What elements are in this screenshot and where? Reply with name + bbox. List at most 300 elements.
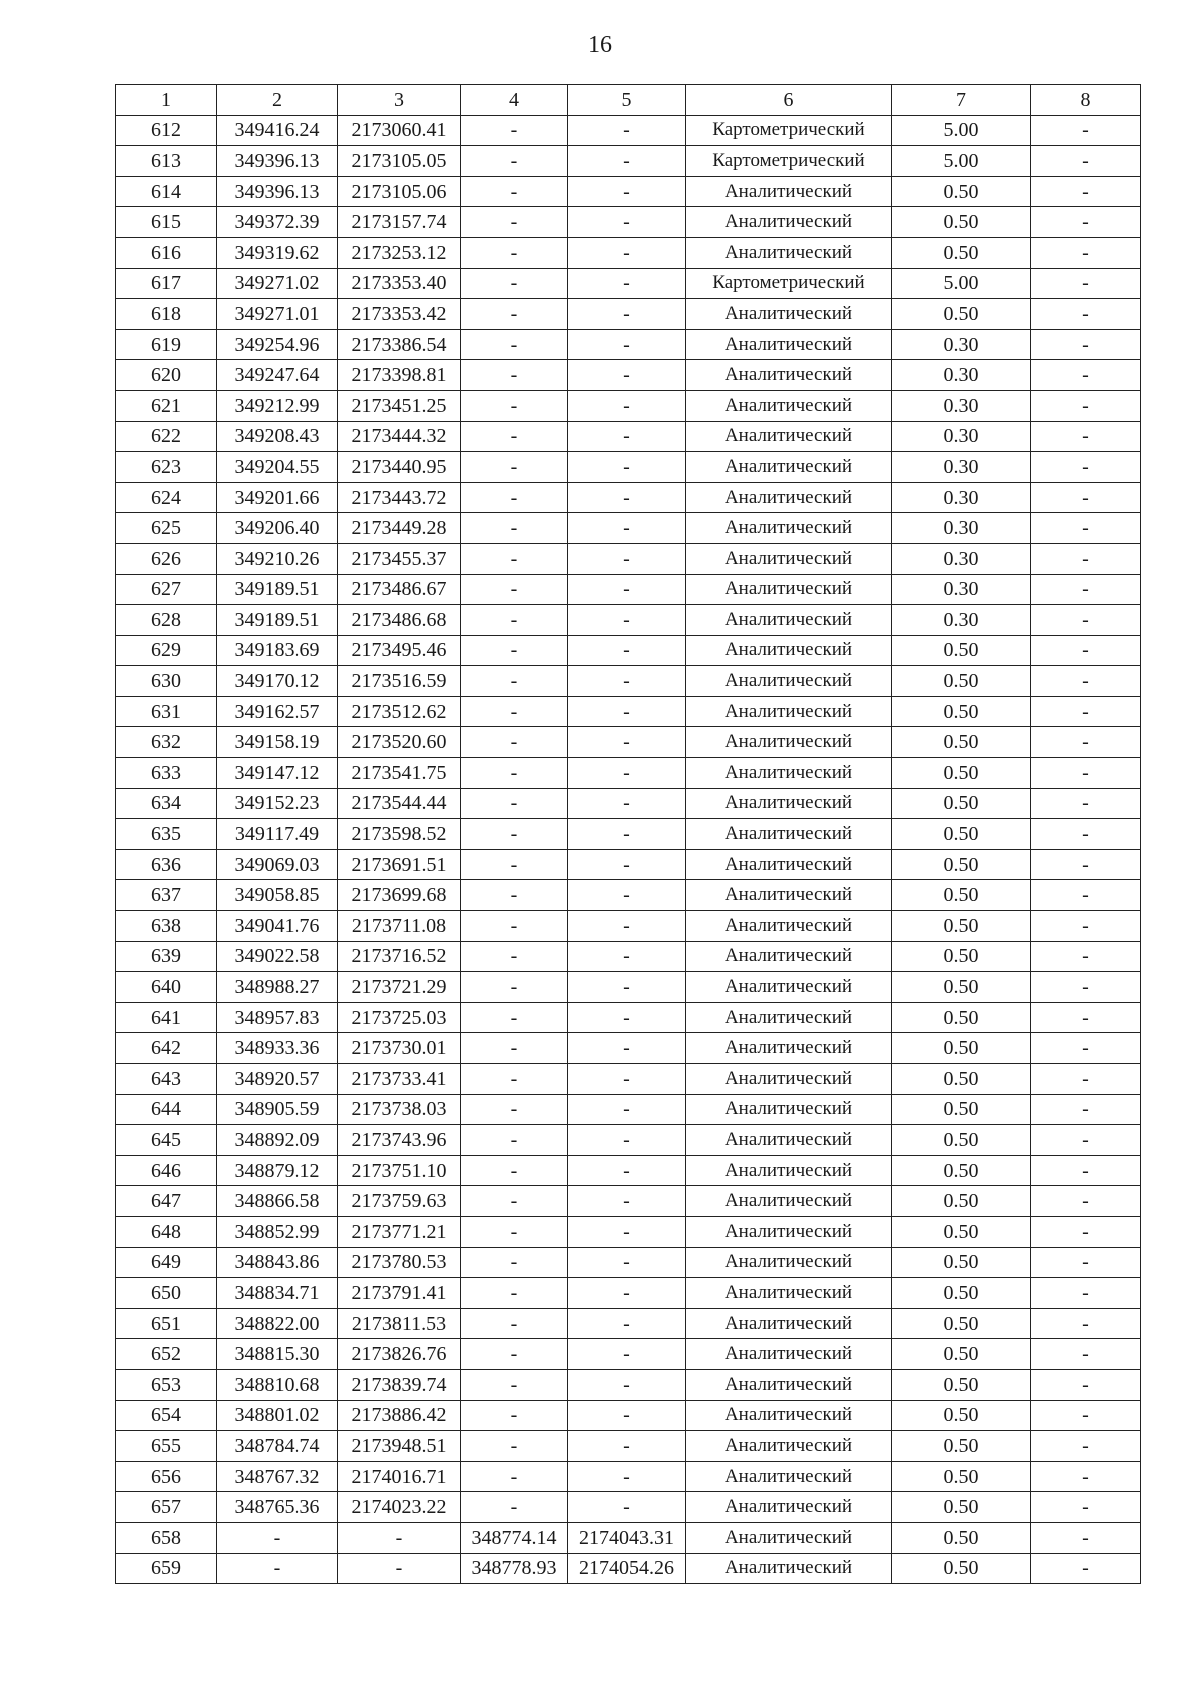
y-coordinate-cell: 2174016.71	[338, 1461, 461, 1492]
y-coordinate-cell: 2173253.12	[338, 237, 461, 268]
point-number-cell: 619	[116, 329, 217, 360]
x-coordinate-cell: 349204.55	[217, 452, 338, 483]
y-coordinate-new-cell: -	[568, 911, 686, 942]
x-coordinate-new-cell: -	[461, 758, 568, 789]
description-cell: -	[1031, 207, 1141, 238]
x-coordinate-cell: 349201.66	[217, 482, 338, 513]
method-cell: Аналитический	[686, 421, 892, 452]
point-number-cell: 613	[116, 146, 217, 177]
x-coordinate-cell: 349206.40	[217, 513, 338, 544]
description-cell: -	[1031, 1094, 1141, 1125]
table-row	[116, 880, 1141, 911]
table-row	[116, 452, 1141, 483]
x-coordinate-cell: 348852.99	[217, 1216, 338, 1247]
description-cell: -	[1031, 696, 1141, 727]
column-header: 3	[338, 85, 461, 116]
x-coordinate-new-cell: -	[461, 452, 568, 483]
x-coordinate-cell: 348988.27	[217, 972, 338, 1003]
table-row	[116, 574, 1141, 605]
point-number-cell: 640	[116, 972, 217, 1003]
x-coordinate-cell: 349117.49	[217, 819, 338, 850]
x-coordinate-new-cell: -	[461, 819, 568, 850]
description-cell: -	[1031, 268, 1141, 299]
y-coordinate-cell: 2173353.40	[338, 268, 461, 299]
table-row	[116, 1033, 1141, 1064]
y-coordinate-cell: 2173451.25	[338, 390, 461, 421]
x-coordinate-new-cell: -	[461, 207, 568, 238]
point-number-cell: 625	[116, 513, 217, 544]
x-coordinate-cell: 349416.24	[217, 115, 338, 146]
y-coordinate-new-cell: -	[568, 543, 686, 574]
description-cell: -	[1031, 666, 1141, 697]
x-coordinate-new-cell: -	[461, 574, 568, 605]
y-coordinate-cell: 2173886.42	[338, 1400, 461, 1431]
y-coordinate-new-cell: -	[568, 1461, 686, 1492]
x-coordinate-new-cell: -	[461, 1369, 568, 1400]
table-row	[116, 1492, 1141, 1523]
method-cell: Аналитический	[686, 1002, 892, 1033]
point-number-cell: 656	[116, 1461, 217, 1492]
column-header: 2	[217, 85, 338, 116]
point-number-cell: 633	[116, 758, 217, 789]
point-number-cell: 649	[116, 1247, 217, 1278]
point-number-cell: 617	[116, 268, 217, 299]
table-row	[116, 972, 1141, 1003]
y-coordinate-new-cell: -	[568, 788, 686, 819]
table-row	[116, 666, 1141, 697]
y-coordinate-cell: 2173839.74	[338, 1369, 461, 1400]
x-coordinate-new-cell: -	[461, 1278, 568, 1309]
y-coordinate-new-cell: -	[568, 605, 686, 636]
description-cell: -	[1031, 727, 1141, 758]
method-cell: Аналитический	[686, 543, 892, 574]
x-coordinate-cell: 348957.83	[217, 1002, 338, 1033]
y-coordinate-new-cell: -	[568, 1492, 686, 1523]
method-cell: Аналитический	[686, 972, 892, 1003]
accuracy-cell: 0.50	[892, 1308, 1031, 1339]
x-coordinate-cell: 349069.03	[217, 849, 338, 880]
table-row	[116, 513, 1141, 544]
x-coordinate-cell: 349158.19	[217, 727, 338, 758]
x-coordinate-cell: 348879.12	[217, 1155, 338, 1186]
y-coordinate-cell: 2173105.05	[338, 146, 461, 177]
y-coordinate-cell: 2173598.52	[338, 819, 461, 850]
point-number-cell: 638	[116, 911, 217, 942]
x-coordinate-cell: 348822.00	[217, 1308, 338, 1339]
accuracy-cell: 0.50	[892, 1431, 1031, 1462]
description-cell: -	[1031, 299, 1141, 330]
y-coordinate-new-cell: -	[568, 1278, 686, 1309]
accuracy-cell: 0.50	[892, 1278, 1031, 1309]
y-coordinate-new-cell: -	[568, 360, 686, 391]
x-coordinate-cell: 349162.57	[217, 696, 338, 727]
y-coordinate-new-cell: -	[568, 1431, 686, 1462]
y-coordinate-new-cell: -	[568, 513, 686, 544]
method-cell: Аналитический	[686, 819, 892, 850]
x-coordinate-cell: 348767.32	[217, 1461, 338, 1492]
column-header: 4	[461, 85, 568, 116]
column-header: 1	[116, 85, 217, 116]
table-row	[116, 1278, 1141, 1309]
y-coordinate-cell: 2173811.53	[338, 1308, 461, 1339]
description-cell: -	[1031, 1461, 1141, 1492]
y-coordinate-new-cell: -	[568, 1186, 686, 1217]
x-coordinate-new-cell: -	[461, 849, 568, 880]
point-number-cell: 634	[116, 788, 217, 819]
table-row	[116, 176, 1141, 207]
x-coordinate-cell: 349319.62	[217, 237, 338, 268]
y-coordinate-new-cell: -	[568, 758, 686, 789]
description-cell: -	[1031, 146, 1141, 177]
y-coordinate-new-cell: -	[568, 329, 686, 360]
accuracy-cell: 0.50	[892, 1492, 1031, 1523]
accuracy-cell: 0.50	[892, 849, 1031, 880]
y-coordinate-new-cell: -	[568, 176, 686, 207]
x-coordinate-new-cell: -	[461, 880, 568, 911]
method-cell: Аналитический	[686, 666, 892, 697]
x-coordinate-new-cell: -	[461, 1431, 568, 1462]
method-cell: Аналитический	[686, 1094, 892, 1125]
x-coordinate-new-cell: -	[461, 1125, 568, 1156]
description-cell: -	[1031, 115, 1141, 146]
accuracy-cell: 0.50	[892, 1553, 1031, 1584]
point-number-cell: 626	[116, 543, 217, 574]
point-number-cell: 639	[116, 941, 217, 972]
accuracy-cell: 0.50	[892, 207, 1031, 238]
description-cell: -	[1031, 1431, 1141, 1462]
point-number-cell: 654	[116, 1400, 217, 1431]
table-row	[116, 1186, 1141, 1217]
y-coordinate-cell: 2173495.46	[338, 635, 461, 666]
description-cell: -	[1031, 513, 1141, 544]
point-number-cell: 635	[116, 819, 217, 850]
point-number-cell: 657	[116, 1492, 217, 1523]
description-cell: -	[1031, 1492, 1141, 1523]
x-coordinate-cell: 348843.86	[217, 1247, 338, 1278]
x-coordinate-new-cell: -	[461, 972, 568, 1003]
x-coordinate-cell: 349212.99	[217, 390, 338, 421]
table-row	[116, 146, 1141, 177]
x-coordinate-new-cell: -	[461, 666, 568, 697]
x-coordinate-new-cell: -	[461, 941, 568, 972]
x-coordinate-cell: 348866.58	[217, 1186, 338, 1217]
accuracy-cell: 0.50	[892, 176, 1031, 207]
accuracy-cell: 0.30	[892, 482, 1031, 513]
description-cell: -	[1031, 452, 1141, 483]
method-cell: Аналитический	[686, 1400, 892, 1431]
x-coordinate-cell: 348765.36	[217, 1492, 338, 1523]
point-number-cell: 642	[116, 1033, 217, 1064]
description-cell: -	[1031, 880, 1141, 911]
point-number-cell: 647	[116, 1186, 217, 1217]
y-coordinate-new-cell: -	[568, 1033, 686, 1064]
table-row	[116, 1216, 1141, 1247]
method-cell: Аналитический	[686, 1431, 892, 1462]
description-cell: -	[1031, 788, 1141, 819]
y-coordinate-cell: 2173157.74	[338, 207, 461, 238]
y-coordinate-new-cell: -	[568, 1216, 686, 1247]
x-coordinate-new-cell: -	[461, 115, 568, 146]
y-coordinate-cell: 2173791.41	[338, 1278, 461, 1309]
method-cell: Аналитический	[686, 176, 892, 207]
coordinates-table	[115, 84, 1141, 1584]
method-cell: Аналитический	[686, 911, 892, 942]
x-coordinate-new-cell: -	[461, 727, 568, 758]
x-coordinate-cell: 349170.12	[217, 666, 338, 697]
accuracy-cell: 0.50	[892, 880, 1031, 911]
method-cell: Аналитический	[686, 1492, 892, 1523]
table-row	[116, 1247, 1141, 1278]
accuracy-cell: 0.50	[892, 819, 1031, 850]
y-coordinate-new-cell: -	[568, 1002, 686, 1033]
table-row	[116, 819, 1141, 850]
table-header-row	[116, 85, 1141, 116]
accuracy-cell: 0.50	[892, 1186, 1031, 1217]
table-row	[116, 1461, 1141, 1492]
x-coordinate-new-cell: -	[461, 482, 568, 513]
description-cell: -	[1031, 543, 1141, 574]
x-coordinate-cell: 348784.74	[217, 1431, 338, 1462]
x-coordinate-cell: 348920.57	[217, 1064, 338, 1095]
accuracy-cell: 0.50	[892, 1461, 1031, 1492]
y-coordinate-new-cell: -	[568, 146, 686, 177]
description-cell: -	[1031, 1247, 1141, 1278]
method-cell: Аналитический	[686, 207, 892, 238]
y-coordinate-new-cell: -	[568, 849, 686, 880]
accuracy-cell: 0.50	[892, 972, 1031, 1003]
point-number-cell: 648	[116, 1216, 217, 1247]
x-coordinate-new-cell: -	[461, 1155, 568, 1186]
method-cell: Аналитический	[686, 452, 892, 483]
y-coordinate-new-cell: -	[568, 237, 686, 268]
y-coordinate-cell: 2173721.29	[338, 972, 461, 1003]
accuracy-cell: 0.30	[892, 329, 1031, 360]
description-cell: -	[1031, 1155, 1141, 1186]
description-cell: -	[1031, 329, 1141, 360]
page-number: 16	[588, 32, 612, 58]
y-coordinate-cell: 2173520.60	[338, 727, 461, 758]
description-cell: -	[1031, 237, 1141, 268]
method-cell: Аналитический	[686, 1308, 892, 1339]
x-coordinate-new-cell: -	[461, 299, 568, 330]
point-number-cell: 630	[116, 666, 217, 697]
x-coordinate-cell: -	[217, 1553, 338, 1584]
description-cell: -	[1031, 574, 1141, 605]
x-coordinate-cell: 349396.13	[217, 176, 338, 207]
point-number-cell: 629	[116, 635, 217, 666]
x-coordinate-new-cell: -	[461, 390, 568, 421]
point-number-cell: 650	[116, 1278, 217, 1309]
y-coordinate-new-cell: -	[568, 880, 686, 911]
accuracy-cell: 5.00	[892, 115, 1031, 146]
point-number-cell: 616	[116, 237, 217, 268]
point-number-cell: 652	[116, 1339, 217, 1370]
x-coordinate-new-cell: -	[461, 1247, 568, 1278]
point-number-cell: 631	[116, 696, 217, 727]
y-coordinate-cell: 2173544.44	[338, 788, 461, 819]
method-cell: Аналитический	[686, 1278, 892, 1309]
point-number-cell: 632	[116, 727, 217, 758]
y-coordinate-cell: 2174023.22	[338, 1492, 461, 1523]
y-coordinate-cell: 2173725.03	[338, 1002, 461, 1033]
accuracy-cell: 0.30	[892, 605, 1031, 636]
x-coordinate-cell: 349152.23	[217, 788, 338, 819]
y-coordinate-new-cell: -	[568, 115, 686, 146]
method-cell: Аналитический	[686, 1064, 892, 1095]
point-number-cell: 651	[116, 1308, 217, 1339]
y-coordinate-new-cell: -	[568, 696, 686, 727]
x-coordinate-cell: 349254.96	[217, 329, 338, 360]
method-cell: Аналитический	[686, 299, 892, 330]
table-row	[116, 207, 1141, 238]
method-cell: Аналитический	[686, 360, 892, 391]
x-coordinate-new-cell: -	[461, 360, 568, 391]
accuracy-cell: 0.50	[892, 1247, 1031, 1278]
x-coordinate-new-cell: -	[461, 1186, 568, 1217]
y-coordinate-new-cell: -	[568, 635, 686, 666]
accuracy-cell: 0.50	[892, 635, 1031, 666]
point-number-cell: 612	[116, 115, 217, 146]
description-cell: -	[1031, 972, 1141, 1003]
table-body	[116, 115, 1141, 1584]
method-cell: Аналитический	[686, 1553, 892, 1584]
table-row	[116, 390, 1141, 421]
accuracy-cell: 5.00	[892, 146, 1031, 177]
description-cell: -	[1031, 1278, 1141, 1309]
method-cell: Аналитический	[686, 788, 892, 819]
y-coordinate-cell: 2173948.51	[338, 1431, 461, 1462]
y-coordinate-cell: 2173443.72	[338, 482, 461, 513]
method-cell: Аналитический	[686, 880, 892, 911]
point-number-cell: 622	[116, 421, 217, 452]
y-coordinate-new-cell: -	[568, 1339, 686, 1370]
accuracy-cell: 0.50	[892, 1155, 1031, 1186]
point-number-cell: 618	[116, 299, 217, 330]
y-coordinate-new-cell: -	[568, 1369, 686, 1400]
table-row	[116, 1522, 1141, 1553]
column-header: 6	[686, 85, 892, 116]
table-row	[116, 849, 1141, 880]
x-coordinate-cell: 349210.26	[217, 543, 338, 574]
y-coordinate-new-cell: 2174043.31	[568, 1522, 686, 1553]
method-cell: Картометрический	[686, 146, 892, 177]
table-row	[116, 696, 1141, 727]
x-coordinate-new-cell: 348774.14	[461, 1522, 568, 1553]
x-coordinate-new-cell: -	[461, 543, 568, 574]
x-coordinate-cell: 349396.13	[217, 146, 338, 177]
method-cell: Аналитический	[686, 1155, 892, 1186]
accuracy-cell: 0.50	[892, 1339, 1031, 1370]
description-cell: -	[1031, 421, 1141, 452]
y-coordinate-new-cell: -	[568, 1125, 686, 1156]
description-cell: -	[1031, 360, 1141, 391]
x-coordinate-cell: 349041.76	[217, 911, 338, 942]
x-coordinate-cell: 349271.01	[217, 299, 338, 330]
table-row	[116, 421, 1141, 452]
method-cell: Аналитический	[686, 329, 892, 360]
description-cell: -	[1031, 390, 1141, 421]
y-coordinate-new-cell: -	[568, 574, 686, 605]
y-coordinate-cell: 2173730.01	[338, 1033, 461, 1064]
description-cell: -	[1031, 1216, 1141, 1247]
method-cell: Аналитический	[686, 849, 892, 880]
table-row	[116, 543, 1141, 574]
point-number-cell: 646	[116, 1155, 217, 1186]
method-cell: Аналитический	[686, 1125, 892, 1156]
description-cell: -	[1031, 1002, 1141, 1033]
method-cell: Аналитический	[686, 1461, 892, 1492]
y-coordinate-cell: 2173780.53	[338, 1247, 461, 1278]
description-cell: -	[1031, 176, 1141, 207]
x-coordinate-new-cell: -	[461, 1033, 568, 1064]
y-coordinate-cell: 2173512.62	[338, 696, 461, 727]
table-row	[116, 268, 1141, 299]
accuracy-cell: 5.00	[892, 268, 1031, 299]
x-coordinate-new-cell: -	[461, 1094, 568, 1125]
point-number-cell: 653	[116, 1369, 217, 1400]
x-coordinate-new-cell: -	[461, 1461, 568, 1492]
method-cell: Аналитический	[686, 1339, 892, 1370]
table-row	[116, 788, 1141, 819]
y-coordinate-new-cell: -	[568, 727, 686, 758]
method-cell: Аналитический	[686, 635, 892, 666]
accuracy-cell: 0.50	[892, 1064, 1031, 1095]
y-coordinate-cell: 2173771.21	[338, 1216, 461, 1247]
y-coordinate-new-cell: -	[568, 941, 686, 972]
x-coordinate-new-cell: -	[461, 146, 568, 177]
x-coordinate-cell: 348905.59	[217, 1094, 338, 1125]
y-coordinate-new-cell: -	[568, 1400, 686, 1431]
table-row	[116, 115, 1141, 146]
point-number-cell: 624	[116, 482, 217, 513]
point-number-cell: 636	[116, 849, 217, 880]
point-number-cell: 615	[116, 207, 217, 238]
x-coordinate-cell: 349372.39	[217, 207, 338, 238]
method-cell: Картометрический	[686, 115, 892, 146]
x-coordinate-cell: 349247.64	[217, 360, 338, 391]
x-coordinate-cell: 349208.43	[217, 421, 338, 452]
x-coordinate-cell: 348834.71	[217, 1278, 338, 1309]
y-coordinate-new-cell: -	[568, 1247, 686, 1278]
description-cell: -	[1031, 1522, 1141, 1553]
x-coordinate-cell: 349183.69	[217, 635, 338, 666]
table-row	[116, 941, 1141, 972]
x-coordinate-new-cell: -	[461, 635, 568, 666]
x-coordinate-new-cell: -	[461, 1308, 568, 1339]
y-coordinate-cell: 2173455.37	[338, 543, 461, 574]
description-cell: -	[1031, 819, 1141, 850]
x-coordinate-cell: 348933.36	[217, 1033, 338, 1064]
x-coordinate-new-cell: -	[461, 176, 568, 207]
y-coordinate-cell: 2173486.67	[338, 574, 461, 605]
x-coordinate-cell: 349189.51	[217, 605, 338, 636]
method-cell: Аналитический	[686, 1186, 892, 1217]
x-coordinate-new-cell: -	[461, 1400, 568, 1431]
y-coordinate-cell: 2173105.06	[338, 176, 461, 207]
table-row	[116, 1308, 1141, 1339]
description-cell: -	[1031, 941, 1141, 972]
accuracy-cell: 0.30	[892, 513, 1031, 544]
x-coordinate-cell: 348801.02	[217, 1400, 338, 1431]
point-number-cell: 643	[116, 1064, 217, 1095]
x-coordinate-cell: 349022.58	[217, 941, 338, 972]
description-cell: -	[1031, 849, 1141, 880]
description-cell: -	[1031, 1064, 1141, 1095]
accuracy-cell: 0.50	[892, 299, 1031, 330]
accuracy-cell: 0.30	[892, 360, 1031, 391]
table-row	[116, 727, 1141, 758]
method-cell: Аналитический	[686, 513, 892, 544]
